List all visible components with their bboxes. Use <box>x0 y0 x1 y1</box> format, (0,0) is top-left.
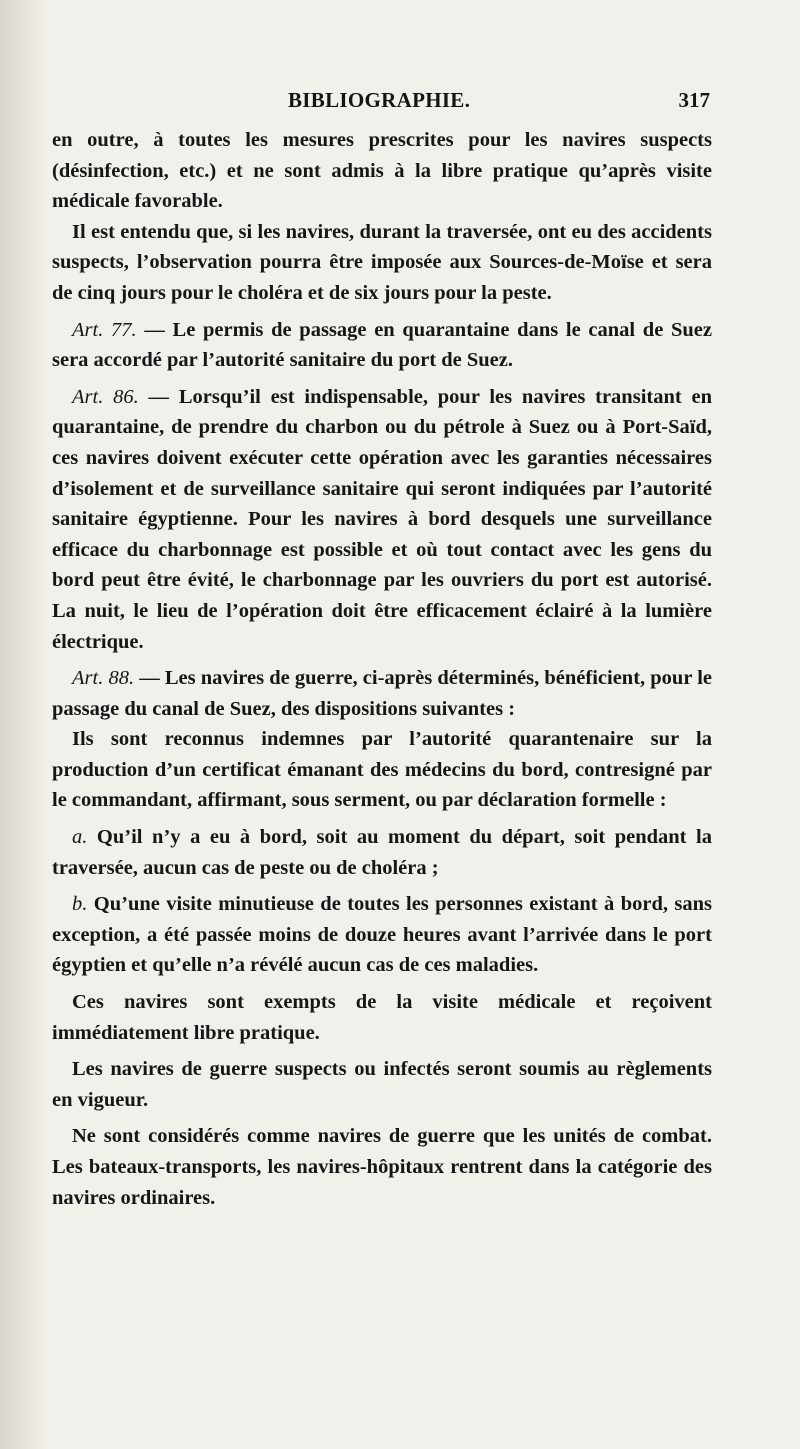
paragraph-text: Ils sont reconnus indemnes par l’autorité quarantenaire sur la production d’un certificat émanant des médecins du bord, contresigné par le commandant, affirmant, sous serment, ou par déclaration formelle : <box>52 728 712 812</box>
paragraph-text: Il est entendu que, si les navires, durant la traversée, ont eu des accidents suspects, l’observation pourra être imposée aux Sources-de-Moïse et sera de cinq jours pour le choléra et de six jours pour la peste. <box>52 220 712 304</box>
paragraph-text: — Les navires de guerre, ci-après déterminés, bénéficient, pour le passage du canal de Suez, des dispositions suivantes : <box>52 667 712 720</box>
article-label: Art. 86. <box>72 385 139 408</box>
paragraph-text: — Le permis de passage en quarantaine dans le canal de Suez sera accordé par l’autorité sanitaire du port de Suez. <box>52 318 713 372</box>
article-label: Art. 77. <box>72 318 137 341</box>
running-title: BIBLIOGRAPHIE. <box>288 88 471 112</box>
paragraph-art-77 <box>52 315 712 376</box>
body-text <box>52 125 712 1213</box>
paragraph-text: Qu’une visite minutieuse de toutes les personnes existant à bord, sans exception, a été passée moins de douze heures avant l’arrivée dans le port égyptien et qu’elle n’a révélé aucun cas de ces maladies. <box>52 893 712 977</box>
paragraph-observation <box>52 217 712 309</box>
paragraph-text: — Lorsqu’il est indispensable, pour les navires transitant en quarantaine, de prendre du charbon ou du pétrole à Suez ou à Port-Saïd, ces navires doivent exécuter cette opération avec les garanties nécessaires d’isolement et de surveillance sanitaire qui seront indiquées par l’autorité sanitaire égyptienne. Pour les navires à bord desquels une surveillance efficace du charbonnage est possible et où tout contact avec les gens du bord peut être évité, le charbonnage par les ouvriers du port est autorisé. La nuit, le lieu de l’opération doit être efficacement éclairé à la lumière électrique. <box>52 385 712 653</box>
list-item-a <box>52 822 712 883</box>
paragraph-exempts <box>52 987 712 1048</box>
paragraph-suspects <box>52 1054 712 1115</box>
paragraph-indemnes <box>52 724 712 816</box>
paragraph-continuation <box>52 125 712 217</box>
paragraph-art-86 <box>52 382 712 657</box>
page-number: 317 <box>678 88 710 112</box>
article-label: Art. 88. <box>72 667 135 690</box>
list-marker: a. <box>72 826 88 849</box>
paragraph-text: Ces navires sont exempts de la visite médicale et reçoivent immédiatement libre pratique. <box>52 991 712 1044</box>
paragraph-text: Ne sont considérés comme navires de guerre que les unités de combat. Les bateaux-transports, les navires-hôpitaux rentrent dans la catégorie des navires ordinaires. <box>52 1125 712 1209</box>
paragraph-text: Les navires de guerre suspects ou infectés seront soumis au règlements en vigueur. <box>52 1058 712 1111</box>
paragraph-combat <box>52 1121 712 1213</box>
paragraph-art-88 <box>52 663 712 724</box>
list-marker: b. <box>72 893 88 916</box>
page-header <box>48 88 710 118</box>
paragraph-text: Qu’il n’y a eu à bord, soit au moment du départ, soit pendant la traversée, aucun cas de peste ou de choléra ; <box>52 826 712 879</box>
list-item-b <box>52 889 712 981</box>
paragraph-text: en outre, à toutes les mesures prescrites pour les navires suspects (désinfection, etc.) et ne sont admis à la libre pratique qu’après visite médicale favorable. <box>52 129 712 213</box>
